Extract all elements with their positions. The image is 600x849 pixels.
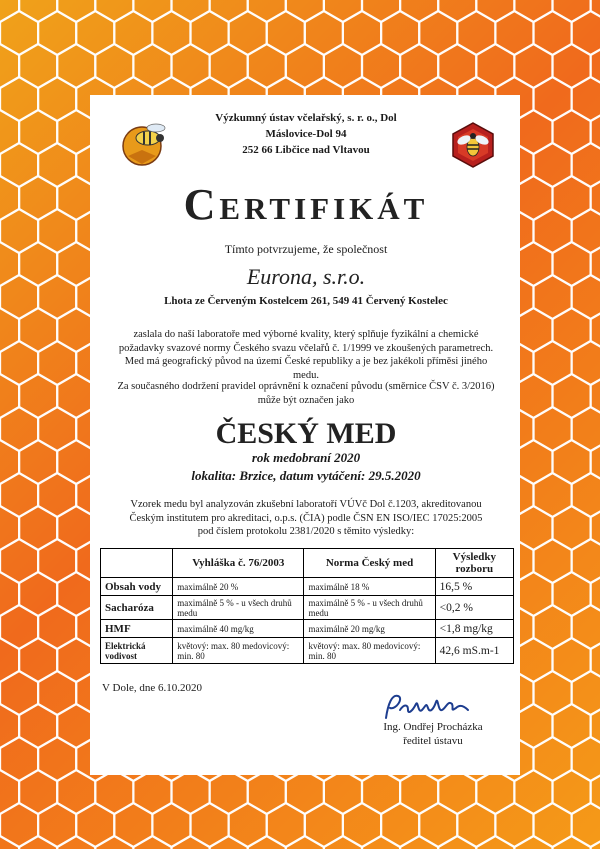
analysis-line: pod číslem protokolu 2381/2020 s těmito výsledky:	[197, 526, 415, 537]
honeycomb-cell	[476, 836, 514, 849]
analysis-line: Českým institutem pro akreditaci, o.p.s. (ČIA) podle ČSN EN ISO/IEC 17025:2005	[129, 512, 483, 524]
cell-norma: květový: max. 80 medovicový: min. 80	[304, 638, 435, 664]
cell-norma: maximálně 20 mg/kg	[304, 620, 435, 638]
honeycomb-cell	[0, 0, 19, 22]
analysis-line: Vzorek medu byl analyzován zkušební laboratoří VÚVč Dol č.1203, akreditovanou	[130, 499, 482, 510]
honeycomb-cell	[133, 836, 171, 849]
certificate-title: Certifikát	[183, 180, 429, 229]
honeycomb-cell	[572, 605, 600, 649]
honeycomb-cell	[553, 836, 591, 849]
honeycomb-cell	[210, 0, 248, 22]
honeycomb-cell	[57, 836, 95, 849]
signatory-role: ředitel ústavu	[403, 735, 463, 747]
header-norma: Norma Český med	[304, 549, 435, 578]
company-name: Eurona, s.r.o.	[246, 264, 366, 289]
product-title: ČESKÝ MED	[215, 417, 397, 450]
origin-paragraph	[116, 380, 496, 407]
row-label: HMF	[101, 620, 173, 638]
institute-name: Výzkumný ústav včelařský, s. r. o., Dol	[215, 112, 397, 124]
honeycomb-cell	[514, 0, 552, 22]
honeycomb-cell	[286, 0, 324, 22]
table-row	[101, 638, 514, 664]
honeycomb-cell	[438, 836, 476, 849]
honeycomb-cell	[572, 275, 600, 319]
harvest-location: lokalita: Brzice, datum vytáčení: 29.5.2020	[191, 468, 421, 483]
table-row	[101, 596, 514, 620]
honeycomb-cell	[172, 836, 210, 849]
honeycomb-cell	[572, 473, 600, 517]
cell-vyhlaska: maximálně 20 %	[173, 578, 304, 596]
header-vyhlaska: Vyhláška č. 76/2003	[173, 549, 304, 578]
cell-vyhlaska: maximálně 5 % - u všech druhů medu	[173, 596, 304, 620]
honeycomb-cell	[324, 0, 362, 22]
cell-vyhlaska: maximálně 40 mg/kg	[173, 620, 304, 638]
honeycomb-cell	[19, 0, 57, 22]
honeycomb-cell	[248, 0, 286, 22]
honeycomb-cell	[591, 836, 600, 849]
honeycomb-cell	[572, 341, 600, 385]
cell-result: 42,6 mS.m-1	[435, 638, 513, 664]
confirmation-text: Tímto potvrzujeme, že společnost	[224, 242, 388, 256]
honeycomb-cell	[19, 836, 57, 849]
honeycomb-cell	[514, 836, 552, 849]
honeycomb-cell	[553, 0, 591, 22]
honeycomb-cell	[476, 0, 514, 22]
cell-result: <0,2 %	[435, 596, 513, 620]
cell-norma: maximálně 5 % - u všech druhů medu	[304, 596, 435, 620]
honeycomb-cell	[572, 737, 600, 781]
results-table	[100, 548, 514, 664]
header-vysledky: Výsledky rozboru	[435, 549, 513, 578]
place-date: V Dole, dne 6.10.2020	[102, 682, 203, 694]
honeycomb-cell	[286, 836, 324, 849]
company-address: Lhota ze Červeným Kostelcem 261, 549 41 Červený Kostelec	[164, 295, 448, 307]
honeycomb-cell	[572, 407, 600, 451]
honeycomb-cell	[210, 836, 248, 849]
honeycomb-cell	[400, 836, 438, 849]
honeycomb-cell	[572, 803, 600, 847]
honeycomb-cell	[572, 671, 600, 715]
honeycomb-cell	[572, 11, 600, 55]
row-label: Elektrická vodivost	[101, 638, 173, 664]
table-row	[101, 578, 514, 596]
honeycomb-cell	[572, 143, 600, 187]
statement-paragraph	[116, 328, 496, 382]
honeycomb-cell	[95, 836, 133, 849]
honeycomb-cell	[248, 836, 286, 849]
honeycomb-cell	[95, 0, 133, 22]
honeycomb-cell	[172, 0, 210, 22]
statement-line: Med má geografický původ na území České republiky a je bez jakékoli příměsi jiného	[124, 356, 488, 367]
signatory-block	[348, 720, 518, 748]
harvest-year: rok medobraní 2020	[251, 450, 361, 465]
table-row	[101, 620, 514, 638]
honeycomb-cell	[362, 836, 400, 849]
analysis-paragraph	[112, 498, 500, 539]
handwritten-signature	[378, 690, 478, 722]
honeycomb-cell	[572, 539, 600, 583]
honeycomb-cell	[438, 0, 476, 22]
honeycomb-cell	[324, 836, 362, 849]
honeycomb-cell	[57, 0, 95, 22]
table-corner-cell	[101, 549, 173, 578]
origin-line: může být označen jako	[257, 394, 355, 406]
table-header-row	[101, 549, 514, 578]
statement-line: zaslala do naší laboratoře med výborné kvality, který splňuje fyzikální a chemické	[133, 329, 479, 340]
honeycomb-cell	[133, 0, 171, 22]
honeycomb-cell	[400, 0, 438, 22]
honeycomb-cell	[572, 77, 600, 121]
certificate-content	[88, 100, 524, 790]
row-label: Sacharóza	[101, 596, 173, 620]
institute-street: Máslovice-Dol 94	[265, 128, 347, 140]
cell-result: <1,8 mg/kg	[435, 620, 513, 638]
cell-result: 16,5 %	[435, 578, 513, 596]
honeycomb-cell	[572, 209, 600, 253]
statement-line: požadavky svazové normy Českého svazu včelařů č. 1/1999 ve zkoušených parametrech.	[118, 342, 494, 354]
cell-norma: maximálně 18 %	[304, 578, 435, 596]
statement-line: medu.	[293, 369, 319, 381]
origin-line: Za současného dodržení pravidel oprávnění k označení původu (směrnice ČSV č. 3/2016)	[117, 381, 495, 392]
honeycomb-cell	[362, 0, 400, 22]
signatory-name: Ing. Ondřej Procházka	[383, 721, 483, 733]
institute-city: 252 66 Libčice nad Vltavou	[242, 144, 370, 156]
row-label: Obsah vody	[101, 578, 173, 596]
bee-emblem-icon	[448, 120, 498, 170]
cell-vyhlaska: květový: max. 80 medovicový: min. 80	[173, 638, 304, 664]
honeycomb-cell	[0, 836, 19, 849]
